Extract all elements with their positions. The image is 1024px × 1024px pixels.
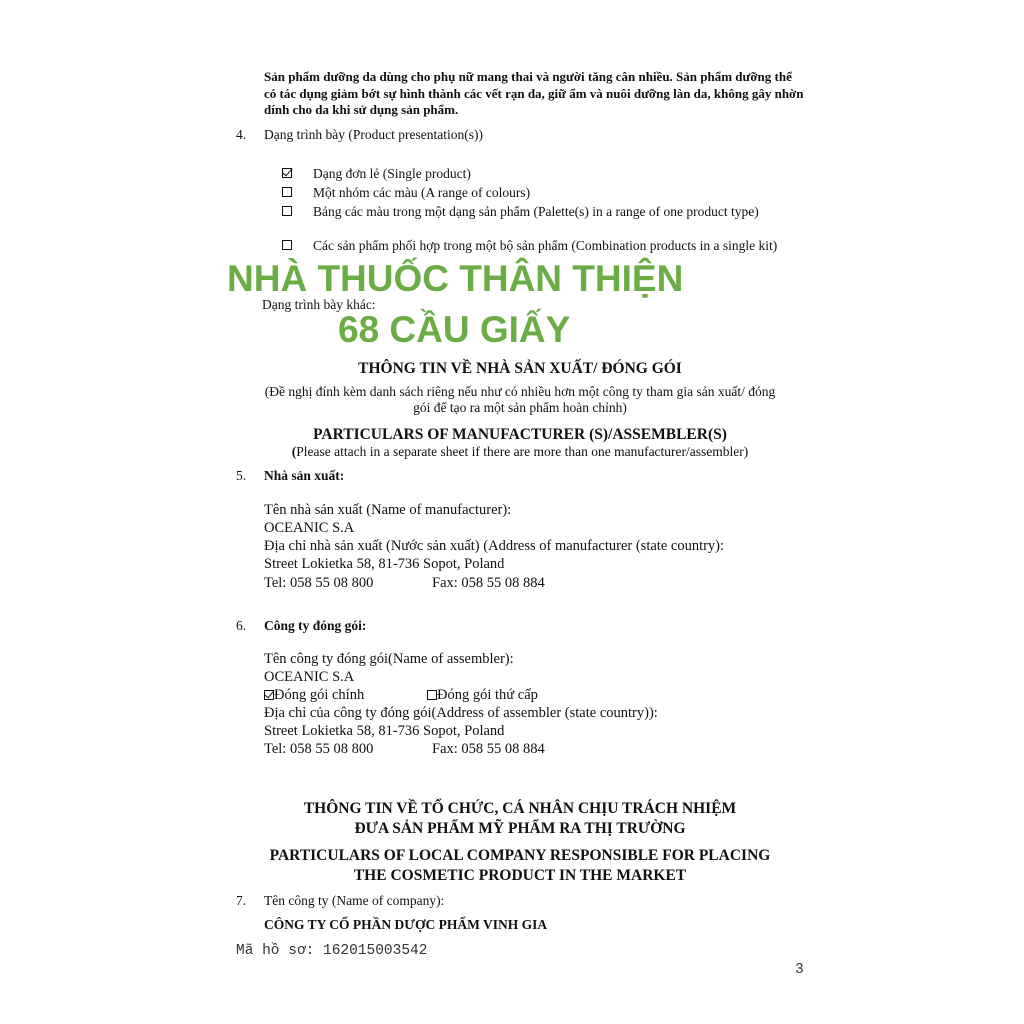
primary-packaging-option[interactable] [264, 687, 364, 704]
assembler-tel: Tel: 058 55 08 800 [264, 741, 374, 757]
local-heading-en-1: PARTICULARS OF LOCAL COMPANY RESPONSIBLE FOR PLACING [269, 847, 771, 864]
file-code: Mã hồ sơ: 162015003542 [236, 943, 428, 959]
note-open-paren: ( [291, 444, 297, 459]
manufacturer-tel: Tel: 058 55 08 800 [264, 575, 374, 591]
manufacturer-heading-vi: THÔNG TIN VỀ NHÀ SẢN XUẤT/ ĐÓNG GÓI [358, 360, 682, 377]
local-heading-vi-2: ĐƯA SẢN PHẨM MỸ PHẨM RA THỊ TRƯỜNG [354, 820, 686, 837]
other-presentation-label: Dạng trình bày khác: [262, 297, 376, 312]
watermark-line-2: 68 CẦU GIẤY [338, 309, 571, 350]
manufacturer-note-vi-1: (Đề nghị đính kèm danh sách riêng nếu như có nhiều hơn một công ty tham gia sản xuất/ đóng [264, 384, 776, 399]
page-number: 3 [795, 962, 804, 978]
manufacturer-heading-en: PARTICULARS OF MANUFACTURER (S)/ASSEMBLER(S) [313, 426, 727, 443]
manufacturer-address-label: Địa chỉ nhà sản xuất (Nước sản xuất) (Address of manufacturer (state country): [264, 538, 725, 554]
note-text: Please attach in a separate sheet if there are more than one manufacturer/assembler) [296, 444, 749, 459]
assembler-fax: Fax: 058 55 08 884 [432, 741, 545, 757]
local-heading-vi-1: THÔNG TIN VỀ TỔ CHỨC, CÁ NHÂN CHỊU TRÁCH NHIỆM [303, 800, 737, 817]
section-7-number: 7. [236, 893, 247, 908]
section-5-number: 5. [236, 468, 247, 483]
section-5-title: Nhà sản xuất: [264, 468, 345, 483]
checkbox-empty-icon[interactable] [282, 240, 292, 250]
assembler-address-label: Địa chỉ của công ty đóng gói(Address of assembler (state country)): [264, 705, 658, 721]
watermark-line-1: NHÀ THUỐC THÂN THIỆN [227, 258, 684, 299]
product-description: Sản phẩm dưỡng da dùng cho phụ nữ mang thai và người tăng cân nhiều. Sản phẩm dưỡng thể có tác dụng giảm bớt sự hình thành các vết rạn da, giữ ẩm và nuôi dưỡng làn da, không gây nhờn dính cho da khi sử dụng sản phẩm. [264, 69, 804, 117]
checkbox-checked-icon[interactable] [282, 168, 292, 178]
section-4-title: Dạng trình bày (Product presentation(s)) [264, 127, 483, 142]
secondary-packaging-option[interactable] [427, 687, 538, 704]
option-label: Các sản phẩm phối hợp trong một bộ sản phẩm (Combination products in a single kit) [313, 238, 778, 253]
section-6-number: 6. [236, 618, 247, 633]
assembler-address: Street Lokietka 58, 81-736 Sopot, Poland [264, 723, 505, 739]
manufacturer-address: Street Lokietka 58, 81-736 Sopot, Poland [264, 556, 505, 572]
option-label: Bảng các màu trong một dạng sản phẩm (Palette(s) in a range of one product type) [313, 204, 759, 219]
checkbox-empty-icon[interactable] [427, 690, 437, 700]
checkbox-empty-icon[interactable] [282, 187, 292, 197]
manufacturer-note-vi-2: gói để tạo ra một sản phẩm hoàn chỉnh) [413, 400, 627, 415]
company-name: CÔNG TY CỔ PHẦN DƯỢC PHẨM VINH GIA [264, 917, 548, 932]
manufacturer-name-label: Tên nhà sản xuất (Name of manufacturer): [264, 502, 512, 518]
section-4-number: 4. [236, 127, 247, 142]
manufacturer-name: OCEANIC S.A [264, 520, 355, 536]
local-heading-en-2: THE COSMETIC PRODUCT IN THE MARKET [353, 867, 687, 884]
option-label: Một nhóm các màu (A range of colours) [313, 185, 531, 200]
assembler-name: OCEANIC S.A [264, 669, 355, 685]
manufacturer-note-en [0, 444, 1024, 460]
checkbox-empty-icon[interactable] [282, 206, 292, 216]
section-7-title: Tên công ty (Name of company): [264, 893, 445, 908]
primary-packaging-label: Đóng gói chính [274, 687, 365, 703]
checkbox-checked-icon[interactable] [264, 690, 274, 700]
manufacturer-fax: Fax: 058 55 08 884 [432, 575, 545, 591]
section-6-title: Công ty đóng gói: [264, 618, 367, 633]
assembler-name-label: Tên công ty đóng gói(Name of assembler): [264, 651, 514, 667]
option-label: Dạng đơn lẻ (Single product) [313, 166, 471, 181]
secondary-packaging-label: Đóng gói thứ cấp [437, 687, 538, 703]
